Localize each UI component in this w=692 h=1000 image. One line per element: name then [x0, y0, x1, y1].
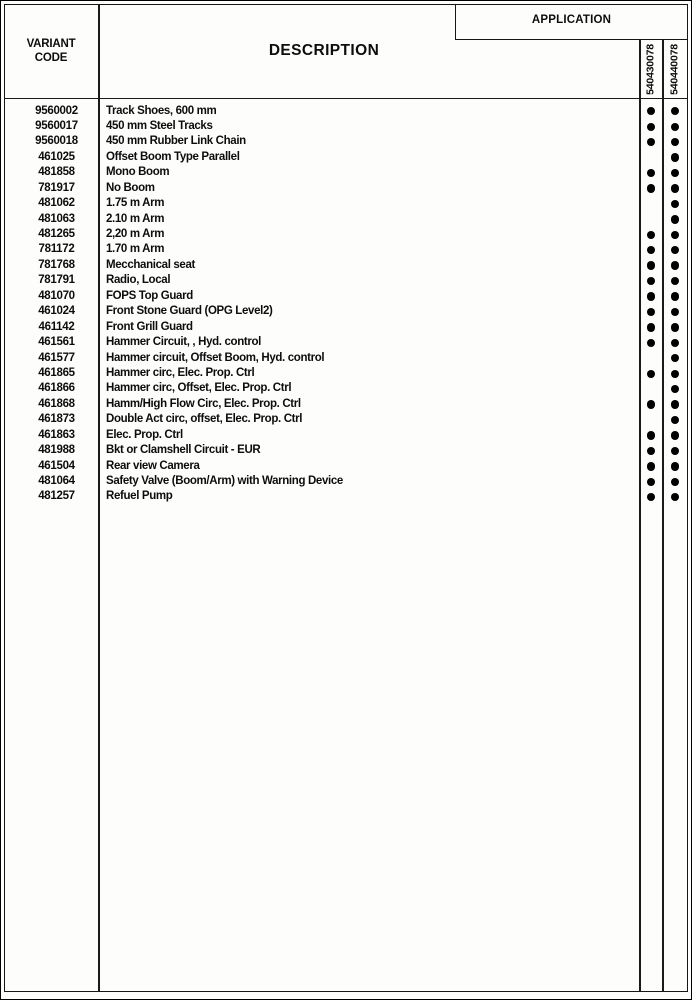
application-dot	[671, 138, 679, 146]
variant-code-cell: 461868	[38, 397, 75, 410]
description-cell: 2.10 m Arm	[106, 212, 165, 225]
table-row	[1, 273, 692, 288]
description-cell: 450 mm Rubber Link Chain	[106, 135, 246, 148]
variant-code-header-line2: CODE	[34, 52, 68, 64]
application-dot	[647, 323, 655, 331]
application-dot	[647, 123, 655, 131]
variant-code-cell: 481257	[38, 490, 75, 503]
application-dot	[647, 138, 655, 146]
description-cell: Elec. Prop. Ctrl	[106, 428, 183, 441]
table-row	[1, 304, 692, 319]
table-row	[1, 227, 692, 242]
application-dot	[647, 308, 655, 316]
variant-code-cell: 781917	[38, 181, 75, 194]
variant-code-cell: 461142	[38, 320, 75, 333]
table-row	[1, 335, 692, 350]
application-dot	[671, 416, 679, 424]
table-row	[1, 489, 692, 504]
application-dot	[671, 277, 679, 285]
variant-code-cell: 9560002	[35, 104, 78, 117]
application-dot	[647, 184, 655, 192]
application-dot	[671, 261, 679, 269]
description-cell: Hammer Circuit, , Hyd. control	[106, 336, 262, 349]
description-cell: No Boom	[106, 181, 155, 194]
variant-code-cell: 9560017	[35, 119, 78, 132]
variant-code-cell: 781768	[38, 258, 75, 271]
variant-code-cell: 461577	[38, 351, 75, 364]
application-dot	[647, 292, 655, 300]
application-dot	[671, 385, 679, 393]
description-cell: Bkt or Clamshell Circuit - EUR	[106, 444, 261, 457]
description-cell: FOPS Top Guard	[106, 289, 193, 302]
table-row	[1, 351, 692, 366]
variant-code-cell: 481070	[38, 289, 75, 302]
application-dot	[647, 400, 655, 408]
description-cell: 2,20 m Arm	[106, 228, 165, 240]
variant-code-cell: 461504	[38, 459, 75, 472]
application-dot	[647, 370, 655, 378]
description-cell: Front Grill Guard	[106, 320, 193, 333]
application-dot	[647, 462, 655, 470]
application-dot	[647, 447, 655, 455]
variant-code-cell: 461873	[38, 413, 75, 426]
variant-code-cell: 481063	[38, 212, 75, 225]
variant-code-cell: 461025	[38, 150, 75, 163]
application-dot	[647, 493, 655, 501]
application-dot	[671, 169, 679, 177]
table-row	[1, 397, 692, 412]
variant-code-cell: 461863	[38, 428, 75, 441]
description-cell: 1.70 m Arm	[106, 243, 165, 256]
application-dot	[671, 107, 679, 115]
table-row	[1, 320, 692, 335]
table-row	[1, 289, 692, 304]
variant-code-cell: 481064	[38, 475, 75, 487]
application-dot	[671, 231, 679, 239]
table-row	[1, 181, 692, 196]
application-dot	[671, 292, 679, 300]
application-column-header-540430078: 540430078	[644, 44, 656, 95]
table-row	[1, 381, 692, 396]
application-dot	[647, 431, 655, 439]
application-dot	[671, 370, 679, 378]
table-row	[1, 196, 692, 211]
table-row	[1, 443, 692, 458]
application-dot	[671, 308, 679, 316]
variant-code-cell: 461865	[38, 366, 75, 379]
application-dot	[647, 277, 655, 285]
variant-code-cell: 781172	[38, 243, 75, 256]
variant-code-cell: 481062	[38, 197, 75, 210]
application-dot	[671, 215, 679, 223]
application-dot	[671, 462, 679, 470]
description-cell: Rear view Camera	[106, 459, 200, 472]
description-cell: 450 mm Steel Tracks	[106, 119, 213, 132]
application-dot	[671, 447, 679, 455]
description-cell: Double Act circ, offset, Elec. Prop. Ctrl	[106, 413, 303, 426]
application-dot	[647, 339, 655, 347]
application-dot	[671, 354, 679, 362]
application-dot	[671, 339, 679, 347]
variant-code-cell: 461561	[38, 336, 75, 349]
description-cell: 1.75 m Arm	[106, 197, 165, 210]
table-row	[1, 428, 692, 443]
application-dot	[671, 323, 679, 331]
description-cell: Offset Boom Type Parallel	[106, 150, 240, 163]
application-dot	[671, 246, 679, 254]
table-row	[1, 474, 692, 489]
table-row	[1, 165, 692, 180]
application-dot	[647, 246, 655, 254]
application-column-header-540440078: 540440078	[668, 44, 680, 95]
table-row	[1, 242, 692, 257]
table-row	[1, 150, 692, 165]
variant-code-cell: 481858	[38, 166, 75, 179]
variant-code-cell: 781791	[38, 274, 75, 287]
variant-code-header	[4, 37, 98, 65]
application-dot	[647, 478, 655, 486]
application-dot	[671, 493, 679, 501]
variant-code-cell: 461024	[38, 305, 75, 318]
description-cell: Safety Valve (Boom/Arm) with Warning Device	[106, 475, 343, 487]
variant-code-cell: 461866	[38, 382, 75, 395]
table-row	[1, 366, 692, 381]
table-row	[1, 412, 692, 427]
application-dot	[671, 400, 679, 408]
description-cell: Hammer circ, Elec. Prop. Ctrl	[106, 366, 255, 379]
application-dot	[647, 231, 655, 239]
description-cell: Track Shoes, 600 mm	[106, 104, 217, 117]
application-dot	[647, 169, 655, 177]
application-dot	[671, 153, 679, 161]
description-cell: Radio, Local	[106, 274, 171, 287]
header-separator-line	[4, 98, 688, 100]
application-dot	[671, 478, 679, 486]
table-rows	[1, 104, 692, 505]
description-cell: Hammer circuit, Offset Boom, Hyd. control	[106, 351, 325, 364]
table-row	[1, 459, 692, 474]
description-cell: Refuel Pump	[106, 490, 173, 503]
application-dot	[671, 123, 679, 131]
table-row	[1, 104, 692, 119]
description-cell: Hamm/High Flow Circ, Elec. Prop. Ctrl	[106, 397, 301, 410]
application-dot	[647, 107, 655, 115]
application-dot	[671, 200, 679, 208]
description-cell: Front Stone Guard (OPG Level2)	[106, 305, 273, 318]
table-row	[1, 212, 692, 227]
table-row	[1, 258, 692, 273]
variant-code-cell: 481988	[38, 444, 75, 457]
table-row	[1, 119, 692, 134]
application-dot	[671, 184, 679, 192]
application-dot	[671, 431, 679, 439]
description-header: DESCRIPTION	[268, 42, 380, 59]
variant-code-cell: 481265	[38, 228, 75, 240]
description-cell: Mecchanical seat	[106, 258, 196, 271]
variant-code-cell: 9560018	[35, 135, 78, 148]
description-cell: Hammer circ, Offset, Elec. Prop. Ctrl	[106, 382, 292, 395]
variant-code-header-line1: VARIANT	[26, 38, 76, 50]
table-row	[1, 134, 692, 149]
application-header: APPLICATION	[531, 14, 612, 26]
description-cell: Mono Boom	[106, 166, 170, 179]
application-dot	[647, 261, 655, 269]
